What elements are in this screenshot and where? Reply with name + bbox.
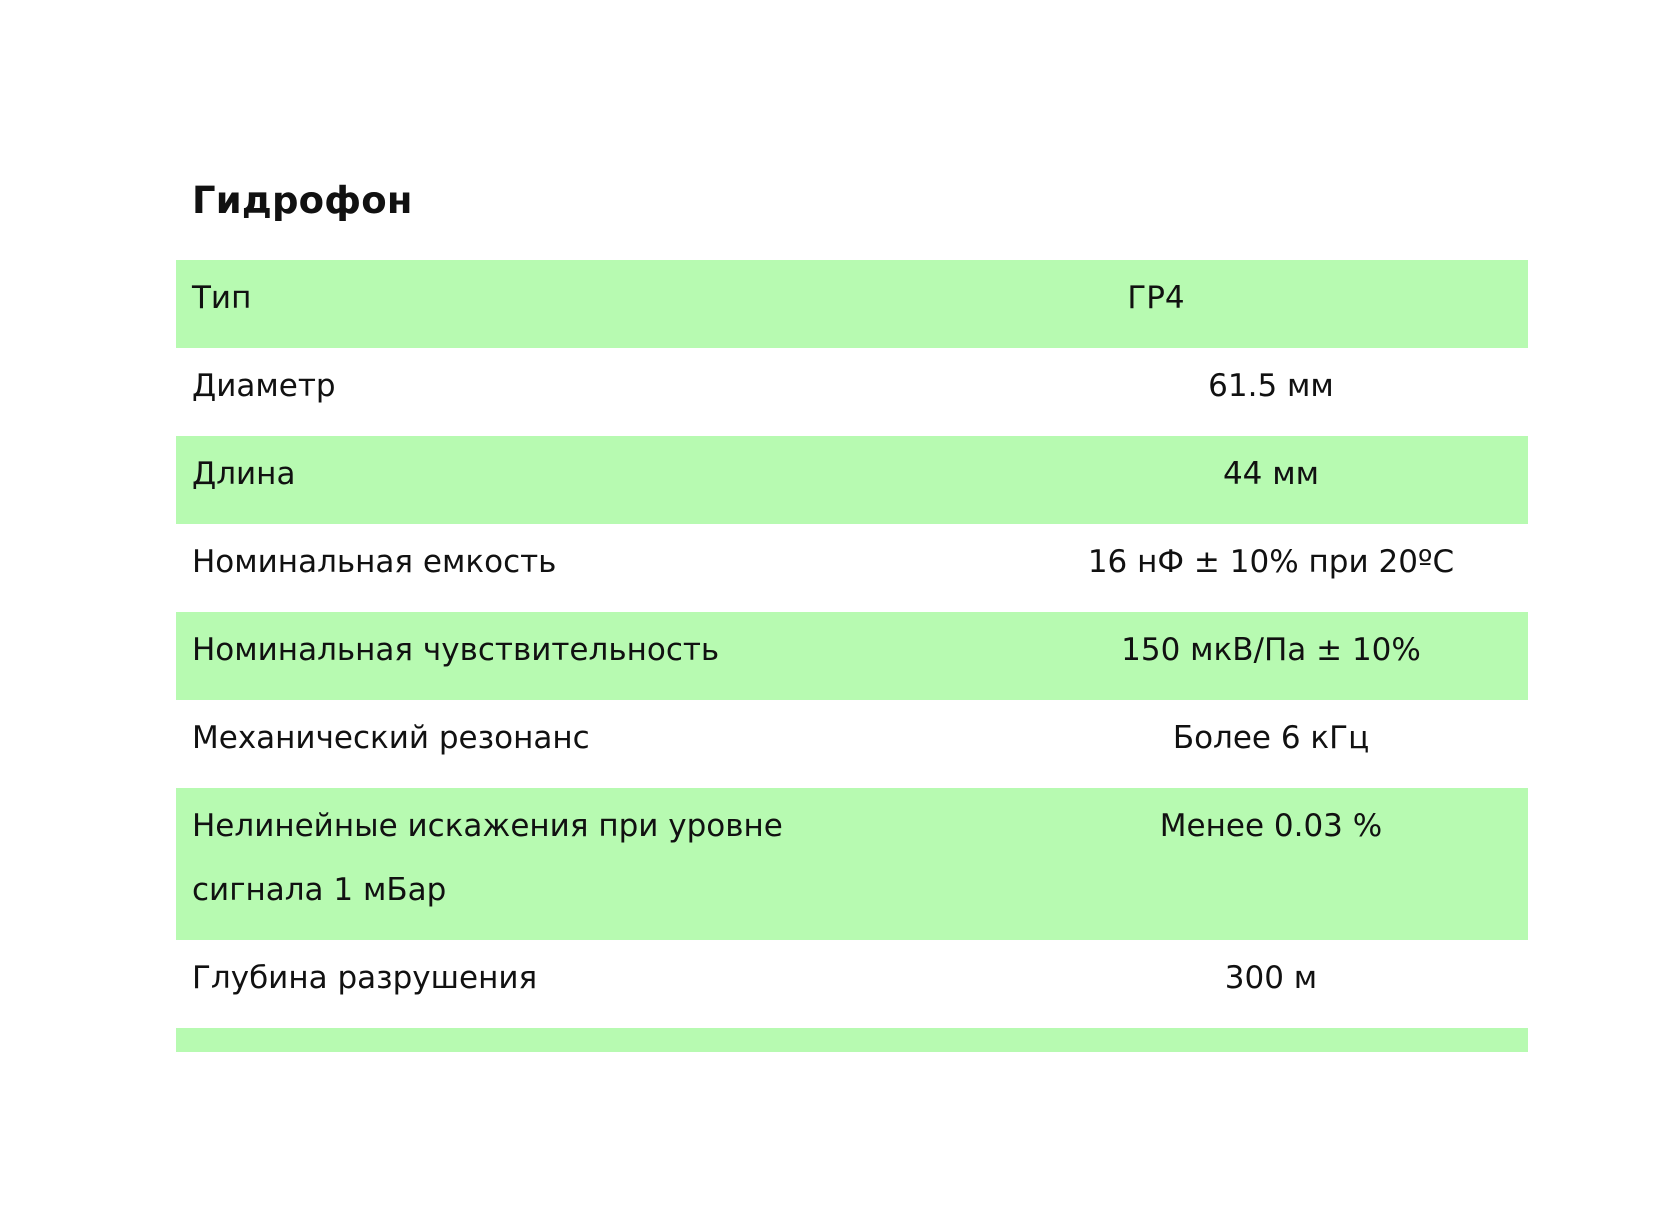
row-value: 16 нФ ± 10% при 20ºС <box>1087 544 1455 580</box>
row-label: Диаметр <box>192 368 336 404</box>
row-label: Номинальная емкость <box>192 544 557 580</box>
table-footer-band <box>176 1028 1528 1052</box>
table-row-distortion <box>176 788 1528 940</box>
row-label: Длина <box>192 456 296 492</box>
table-row-type <box>176 260 1528 348</box>
row-label: Тип <box>192 280 252 316</box>
row-value: Более 6 кГц <box>1172 720 1370 756</box>
row-label: Глубина разрушения <box>192 960 538 996</box>
row-value: ГР4 <box>1127 280 1185 316</box>
row-value: 300 м <box>1224 960 1318 996</box>
row-value: 150 мкВ/Па ± 10% <box>1121 632 1421 668</box>
table-row-sensitivity <box>176 612 1528 700</box>
row-label-line-2: сигнала 1 мБар <box>192 872 447 908</box>
row-label: Механический резонанс <box>192 720 590 756</box>
page-title: Гидрофон <box>192 179 413 222</box>
row-label-line-1: Нелинейные искажения при уровне <box>192 808 783 844</box>
row-label <box>192 794 832 922</box>
table-row-length <box>176 436 1528 524</box>
row-value: 44 мм <box>1222 456 1320 492</box>
row-value: Менее 0.03 % <box>1159 808 1383 844</box>
table-row-capacitance <box>176 524 1528 612</box>
row-value: 61.5 мм <box>1208 368 1334 404</box>
table-row-resonance <box>176 700 1528 788</box>
table-row-crush-depth <box>176 940 1528 1028</box>
spec-table <box>176 260 1528 1052</box>
row-label: Номинальная чувствительность <box>192 632 720 668</box>
table-row-diameter <box>176 348 1528 436</box>
